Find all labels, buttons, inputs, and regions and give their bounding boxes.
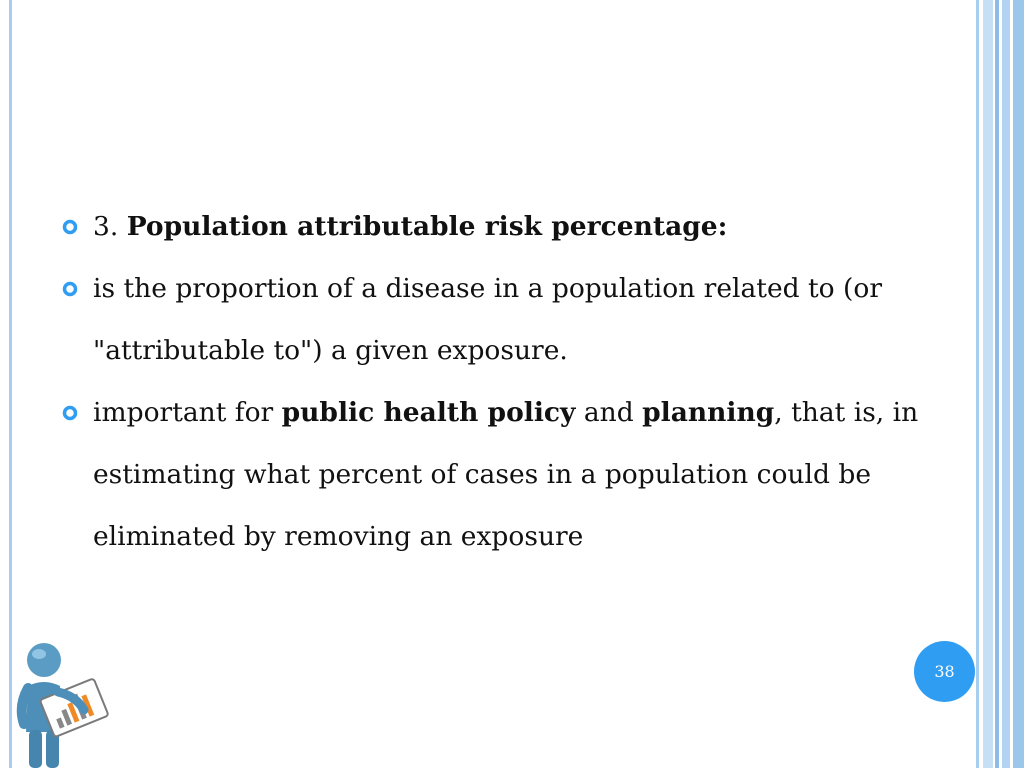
bullet-importance-text-before: important for	[93, 397, 282, 428]
bullet-importance-text-after: , that is, in estimating what percent of cases in a population could be eliminated by removing an exposure	[93, 397, 919, 552]
bullet-importance-text-middle: and	[575, 397, 643, 428]
slide-body	[60, 196, 920, 568]
left-frame-line	[9, 0, 12, 768]
ring-bullet-icon	[62, 219, 78, 235]
ring-bullet-icon	[62, 405, 78, 421]
page-number-badge	[914, 641, 975, 702]
bullet-importance-bold-1: public health policy	[281, 397, 576, 428]
right-decorative-stripes	[976, 0, 1024, 768]
bullet-heading	[60, 196, 920, 258]
page-number: 38	[934, 662, 955, 681]
bullet-definition	[60, 258, 920, 382]
bullet-number: 3.	[93, 211, 127, 242]
ring-bullet-icon	[62, 281, 78, 297]
bullet-importance-bold-2: planning	[642, 397, 775, 428]
person-holding-chart-icon	[14, 636, 110, 768]
bullet-importance	[60, 382, 920, 568]
bullet-definition-text: is the proportion of a disease in a population related to (or "attributable to") a given exposure.	[93, 273, 883, 366]
bullet-heading-text: Population attributable risk percentage:	[126, 211, 728, 242]
